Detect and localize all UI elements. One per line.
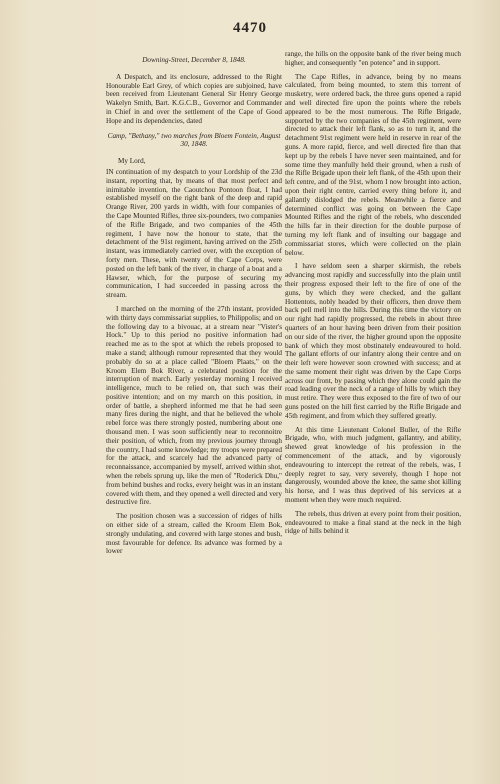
right-column [285, 50, 461, 541]
page-number: 4470 [233, 20, 267, 36]
paragraph: I marched on the morning of the 27th instant, provided with thirty days commissariat supplies, to Philippolis; and on the following day to a bivouac, at a stream near "Vister's Hock." Up to this period no positive information had reached me as to the spot at which the rebels proposed to make a stand; although rumour represented that they would probably do so at a place called "Bloem Plaats," on the Kroom Elem Bok River, a celebrated position for the interruption of march. Early yesterday morning I received intelligence, much to be relied on, that such was their positive intention; and on my march on this position, in order of battle, a shepherd informed me that he had seen many fires during the night, and that he believed the whole rebel force was there strongly posted, numbering about one thousand men. I was soon sufficiently near to reconnoitre their position, of which, from my previous journey through the country, I had some knowledge; my troops were prepared for the attack, and scarcely had the advanced party of reconnaissance, accompanied by myself, arrived within shot, when the rebels sprung up, like the men of "Roderick Dhu," from behind bushes and rocks, every height was in an instant covered with them, and they opened a well directed and very destructive fire. [106, 304, 282, 507]
left-column [106, 50, 282, 561]
paragraph: range, the hills on the opposite bank of the river being much higher, and consequently "en potence" and in support. [285, 50, 461, 67]
paragraph: The rebels, thus driven at every point from their position, endeavoured to make a final stand at the neck in the high ridge of hills behind it [285, 509, 461, 536]
paragraph: The position chosen was a succession of ridges of hills on either side of a stream, called the Kroom Elem Bok, strongly undulating, and covered with large stones and bush, most favourable for defence. Its advance was formed by a lower [106, 512, 282, 556]
salutation: My Lord, [118, 157, 146, 166]
intro-paragraph: A Despatch, and its enclosure, addressed to the Right Honourable Earl Grey, of which copies are subjoined, have been received from Lieutenant General Sir Henry George Wakelyn Smith, Bart. K.G.C.B., Governor and Commander in Chief in and over the settlement of the Cape of Good Hope and its dependencies, dated [106, 72, 282, 125]
paragraph: IN continuation of my despatch to your Lordship of the 23d instant, reporting that, by means of that most perfect and inimitable invention, the Caoutchou Pontoon float, I had established myself on the right bank of the deep and rapid Orange River, 200 yards in width, with four companies of the Cape Mounted Rifles, three six-pounders, two companies of the Rifle Brigade, and two companies of the 45th regiment, I have now the honour to state, that the detachment of the 91st regiment, having arrived on the 25th instant, was immediately carried over, with the exception of forty men. These, with twenty of the Cape Corps, were posted on the left bank of the river, in charge of a boat and a Hawser, which, for the purpose of securing my communication, I had succeeded in passing across the stream. [106, 167, 282, 300]
camp-heading: Camp, "Bethany," two marches from Bloem Fontein, August 30, 1848. [107, 131, 281, 149]
paragraph: At this time Lieutenant Colonel Buller, of the Rifle Brigade, who, with much judgment, gallantry, and ability, shewed great knowledge of his profession in the commencement of the attack, and by vigorously endeavouring to intercept the retreat of the rebels, was, I deeply regret to say, very severely, though I hope not dangerously, wounded above the knee, the same shot killing his horse, and I was thus deprived of his services at a moment when they were much required. [285, 425, 461, 505]
paragraph: I have seldom seen a sharper skirmish, the rebels advancing most rapidly and successfully into the plain until their progress exposed their left to the fire of one of the guns, by which they were checked, and the gallant Hottentots, nobly headed by their officers, then drove them back pell mell into the hills. During this time the victory on our right had rapidly progressed, the rebels in about three quarters of an hour having been driven from their position on our side of the river, the higher ground upon the opposite bank of which they most obstinately endeavoured to hold. The gallant efforts of our infantry along their centre and on their left were however soon crowned with success; and at the same moment their right was driven by the Cape Corps across our front, by passing which they alone could gain the road leading over the neck of a range of hills by which they must retire. They were thus exposed to the fire of two of our guns posted on the hill first carried by the Rifle Brigade and 45th regiment, and from which they suffered greatly. [285, 262, 461, 420]
dateline: Downing-Street, December 8, 1848. [142, 56, 246, 64]
paragraph: The Cape Rifles, in advance, being by no means calculated, from being mounted, to stem this torrent of musketry, were ordered back, the three guns opened a rapid and well directed fire upon the points where the rebels appeared to be the most numerous. The Rifle Brigade, supported by the two companies of the 45th regiment, were directed to attack their left flank, so as to turn it, and the detachment 91st regiment were held in reserve in rear of the guns. A more rapid, fierce, and well directed fire than that kept up by the rebels I have never seen maintained, and for some time they manfully held their ground, when a rush of the Rifle Brigade upon their left flank, of the 45th upon their left centre, and of the 91st, whom I now brought into action, upon their right centre, carried every thing before it, and gallantly dislodged the rebels. Meanwhile a fierce and determined conflict was going on between the Cape Mounted Rifles and the right of the rebels, who descended the hills far in their direction for the double purpose of turning my left flank and of insulting our baggage and commissariat stores, which were collected on the plain below. [285, 72, 461, 257]
